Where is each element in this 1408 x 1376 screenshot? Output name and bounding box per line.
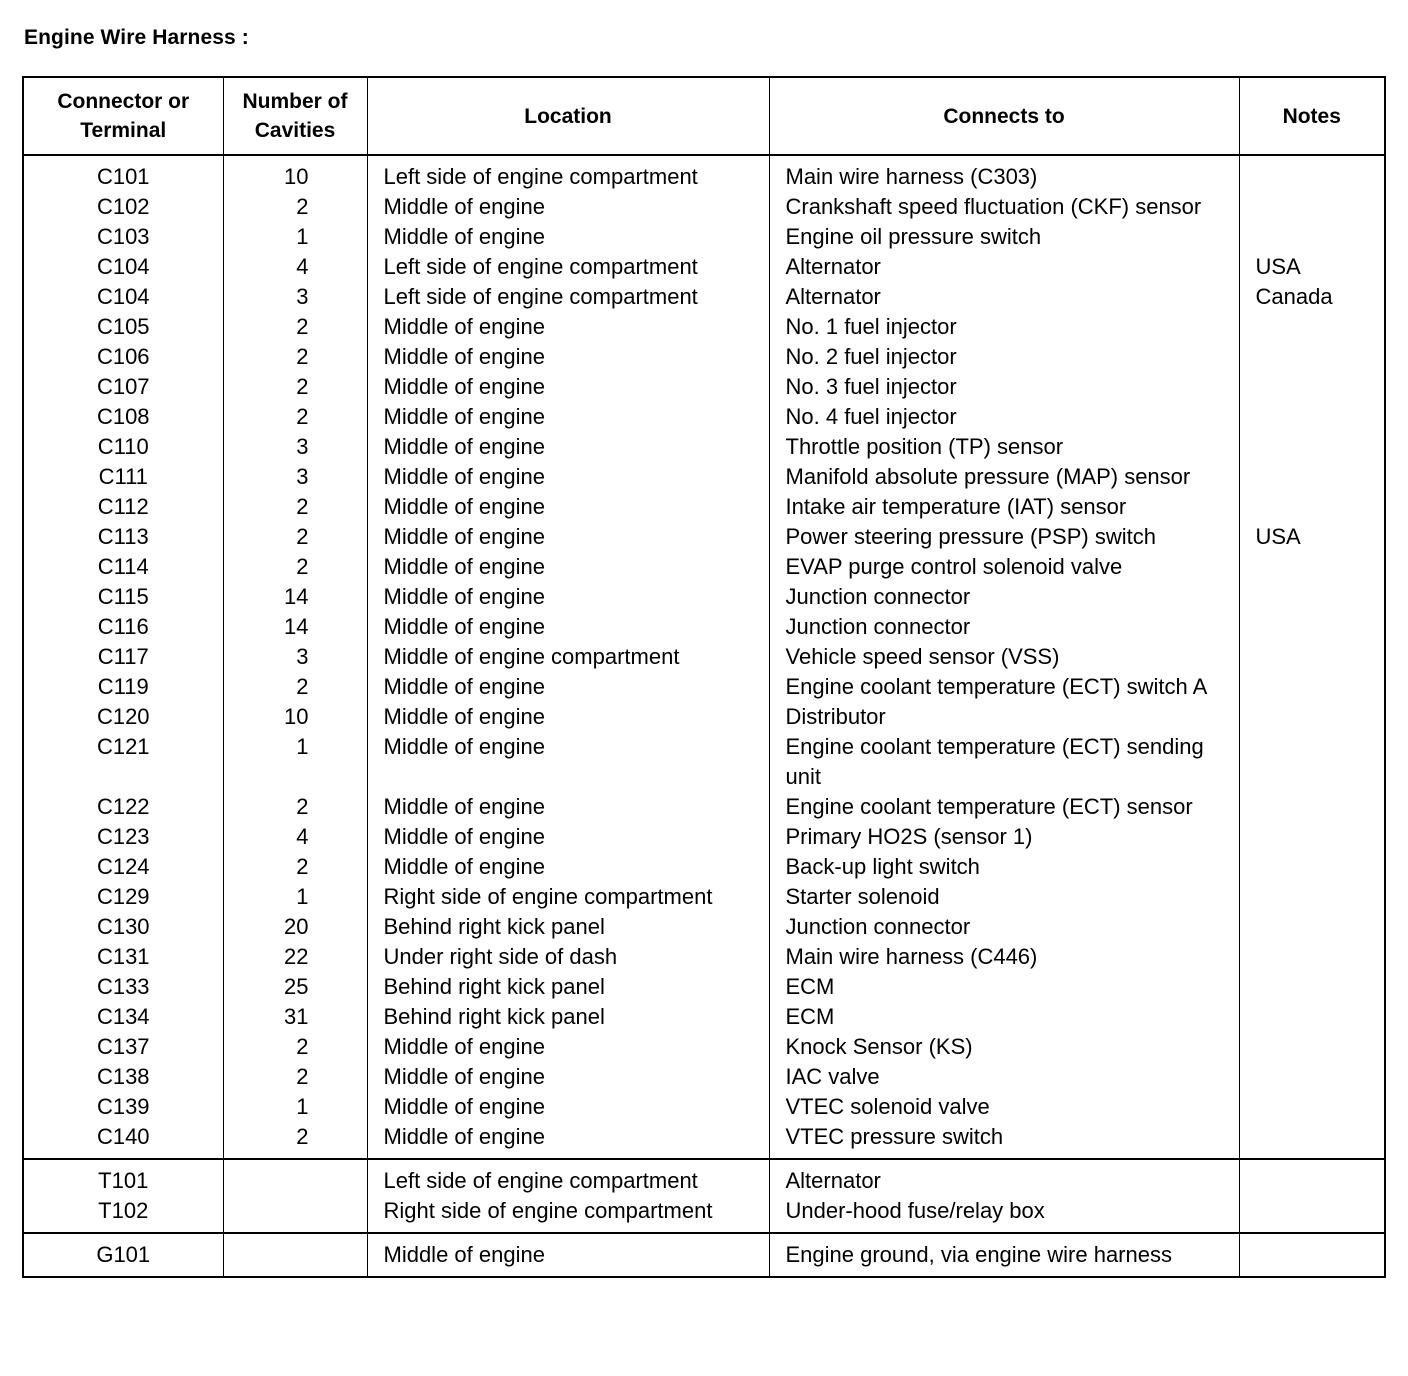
table-row: [23, 702, 1385, 732]
cell-connector: T102: [23, 1196, 223, 1233]
cell-connects-to: Under-hood fuse/relay box: [769, 1196, 1239, 1233]
cell-connector: C108: [23, 402, 223, 432]
cell-connector: C130: [23, 912, 223, 942]
table-row: [23, 522, 1385, 552]
cell-location: Middle of engine: [367, 1032, 769, 1062]
cell-location: Middle of engine: [367, 702, 769, 732]
cell-cavities: 2: [223, 402, 367, 432]
cell-connects-to: Engine coolant temperature (ECT) sensor: [769, 792, 1239, 822]
cell-notes: [1239, 192, 1385, 222]
cell-connector: C119: [23, 672, 223, 702]
cell-location: Middle of engine: [367, 1062, 769, 1092]
cell-cavities: 1: [223, 222, 367, 252]
cell-connector: C106: [23, 342, 223, 372]
cell-connects-to: Junction connector: [769, 582, 1239, 612]
cell-connector: C123: [23, 822, 223, 852]
cell-connector: C134: [23, 1002, 223, 1032]
cell-connects-to: Primary HO2S (sensor 1): [769, 822, 1239, 852]
cell-cavities: 2: [223, 372, 367, 402]
cell-notes: [1239, 552, 1385, 582]
table-row: [23, 642, 1385, 672]
cell-connector: C122: [23, 792, 223, 822]
cell-connector: C107: [23, 372, 223, 402]
cell-notes: [1239, 1002, 1385, 1032]
cell-cavities: 4: [223, 822, 367, 852]
cell-notes: [1239, 582, 1385, 612]
cell-connects-to: Vehicle speed sensor (VSS): [769, 642, 1239, 672]
table-row: [23, 282, 1385, 312]
cell-cavities: 1: [223, 732, 367, 792]
cell-connector: C117: [23, 642, 223, 672]
cell-notes: [1239, 312, 1385, 342]
table-header: [23, 77, 1385, 155]
cell-location: Right side of engine compartment: [367, 1196, 769, 1233]
cell-location: Middle of engine: [367, 822, 769, 852]
cell-notes: [1239, 492, 1385, 522]
cell-connects-to: Starter solenoid: [769, 882, 1239, 912]
cell-cavities: 14: [223, 612, 367, 642]
cell-cavities: [223, 1159, 367, 1196]
table-row: [23, 462, 1385, 492]
cell-notes: [1239, 702, 1385, 732]
table-row: [23, 342, 1385, 372]
cell-notes: [1239, 342, 1385, 372]
cell-connector: C121: [23, 732, 223, 792]
cell-connector: C111: [23, 462, 223, 492]
cell-connects-to: Back-up light switch: [769, 852, 1239, 882]
cell-cavities: 1: [223, 1092, 367, 1122]
table-row: [23, 582, 1385, 612]
table-row: [23, 402, 1385, 432]
cell-location: Middle of engine: [367, 792, 769, 822]
cell-location: Left side of engine compartment: [367, 282, 769, 312]
header-connects-to: Connects to: [769, 77, 1239, 155]
cell-connector: C101: [23, 155, 223, 192]
cell-notes: [1239, 1233, 1385, 1277]
cell-location: Middle of engine: [367, 312, 769, 342]
cell-cavities: 22: [223, 942, 367, 972]
cell-notes: [1239, 792, 1385, 822]
cell-location: Middle of engine: [367, 582, 769, 612]
header-location: Location: [367, 77, 769, 155]
cell-connects-to: Main wire harness (C303): [769, 155, 1239, 192]
cell-connector: C114: [23, 552, 223, 582]
cell-location: Middle of engine: [367, 732, 769, 792]
table-row: [23, 552, 1385, 582]
cell-connects-to: Throttle position (TP) sensor: [769, 432, 1239, 462]
cell-location: Middle of engine: [367, 672, 769, 702]
cell-notes: [1239, 1032, 1385, 1062]
cell-cavities: 14: [223, 582, 367, 612]
cell-location: Right side of engine compartment: [367, 882, 769, 912]
table-row: [23, 1122, 1385, 1159]
cell-notes: Canada: [1239, 282, 1385, 312]
table-row: [23, 732, 1385, 792]
cell-cavities: 2: [223, 1062, 367, 1092]
cell-location: Middle of engine: [367, 372, 769, 402]
cell-cavities: 2: [223, 792, 367, 822]
cell-notes: [1239, 1159, 1385, 1196]
cell-connector: C116: [23, 612, 223, 642]
cell-notes: USA: [1239, 522, 1385, 552]
table-row: [23, 312, 1385, 342]
cell-connector: C103: [23, 222, 223, 252]
cell-notes: USA: [1239, 252, 1385, 282]
cell-connector: G101: [23, 1233, 223, 1277]
cell-notes: [1239, 1196, 1385, 1233]
cell-connects-to: No. 2 fuel injector: [769, 342, 1239, 372]
table-row: [23, 1062, 1385, 1092]
cell-connects-to: Alternator: [769, 252, 1239, 282]
cell-location: Middle of engine: [367, 612, 769, 642]
cell-connects-to: No. 1 fuel injector: [769, 312, 1239, 342]
cell-location: Middle of engine: [367, 432, 769, 462]
cell-connector: C120: [23, 702, 223, 732]
cell-location: Middle of engine: [367, 1233, 769, 1277]
cell-cavities: 2: [223, 522, 367, 552]
cell-connects-to: Alternator: [769, 1159, 1239, 1196]
table-row: [23, 1233, 1385, 1277]
table-row: [23, 252, 1385, 282]
table-row: [23, 155, 1385, 192]
cell-connector: C131: [23, 942, 223, 972]
cell-cavities: 2: [223, 492, 367, 522]
table-row: [23, 882, 1385, 912]
table-row: [23, 822, 1385, 852]
cell-cavities: 2: [223, 1122, 367, 1159]
cell-location: Behind right kick panel: [367, 972, 769, 1002]
cell-cavities: 3: [223, 282, 367, 312]
cell-notes: [1239, 732, 1385, 792]
table-row: [23, 1032, 1385, 1062]
cell-notes: [1239, 672, 1385, 702]
cell-notes: [1239, 822, 1385, 852]
cell-connects-to: ECM: [769, 1002, 1239, 1032]
cell-location: Left side of engine compartment: [367, 252, 769, 282]
table-row: [23, 432, 1385, 462]
cell-notes: [1239, 642, 1385, 672]
cell-connects-to: No. 3 fuel injector: [769, 372, 1239, 402]
cell-location: Middle of engine: [367, 1122, 769, 1159]
cell-connector: C129: [23, 882, 223, 912]
cell-location: Middle of engine: [367, 402, 769, 432]
table-row: [23, 372, 1385, 402]
cell-location: Left side of engine compartment: [367, 1159, 769, 1196]
cell-cavities: 4: [223, 252, 367, 282]
cell-connects-to: VTEC pressure switch: [769, 1122, 1239, 1159]
cell-notes: [1239, 882, 1385, 912]
cell-connector: C133: [23, 972, 223, 1002]
cell-connects-to: VTEC solenoid valve: [769, 1092, 1239, 1122]
table-row: [23, 672, 1385, 702]
cell-cavities: 2: [223, 672, 367, 702]
cell-connector: T101: [23, 1159, 223, 1196]
cell-cavities: 10: [223, 155, 367, 192]
cell-connects-to: ECM: [769, 972, 1239, 1002]
grounds-section: [23, 1233, 1385, 1277]
cell-connector: C105: [23, 312, 223, 342]
cell-notes: [1239, 155, 1385, 192]
cell-connector: C138: [23, 1062, 223, 1092]
cell-connects-to: Engine ground, via engine wire harness: [769, 1233, 1239, 1277]
cell-location: Middle of engine: [367, 462, 769, 492]
table-row: [23, 1002, 1385, 1032]
cell-notes: [1239, 222, 1385, 252]
cell-cavities: 20: [223, 912, 367, 942]
cell-connector: C104: [23, 282, 223, 312]
cell-connects-to: Distributor: [769, 702, 1239, 732]
cell-cavities: [223, 1196, 367, 1233]
cell-cavities: 2: [223, 852, 367, 882]
cell-connector: C139: [23, 1092, 223, 1122]
cell-connects-to: Junction connector: [769, 612, 1239, 642]
table-row: [23, 612, 1385, 642]
cell-location: Behind right kick panel: [367, 912, 769, 942]
cell-cavities: 2: [223, 342, 367, 372]
table-row: [23, 852, 1385, 882]
cell-cavities: 3: [223, 642, 367, 672]
cell-notes: [1239, 462, 1385, 492]
cell-connector: C115: [23, 582, 223, 612]
cell-connector: C137: [23, 1032, 223, 1062]
cell-location: Middle of engine: [367, 342, 769, 372]
cell-notes: [1239, 372, 1385, 402]
cell-notes: [1239, 402, 1385, 432]
cell-connects-to: Engine coolant temperature (ECT) sending unit: [769, 732, 1239, 792]
header-connector: Connector or Terminal: [23, 77, 223, 155]
cell-connector: C104: [23, 252, 223, 282]
connectors-section: [23, 155, 1385, 1159]
cell-connects-to: EVAP purge control solenoid valve: [769, 552, 1239, 582]
table-row: [23, 942, 1385, 972]
cell-notes: [1239, 912, 1385, 942]
header-cavities: Number of Cavities: [223, 77, 367, 155]
cell-cavities: 1: [223, 882, 367, 912]
cell-notes: [1239, 972, 1385, 1002]
cell-location: Middle of engine: [367, 552, 769, 582]
cell-connector: C102: [23, 192, 223, 222]
terminals-section: [23, 1159, 1385, 1233]
cell-connects-to: Junction connector: [769, 912, 1239, 942]
cell-location: Under right side of dash: [367, 942, 769, 972]
cell-cavities: 2: [223, 312, 367, 342]
cell-cavities: 10: [223, 702, 367, 732]
cell-connects-to: No. 4 fuel injector: [769, 402, 1239, 432]
cell-connects-to: Power steering pressure (PSP) switch: [769, 522, 1239, 552]
cell-connector: C140: [23, 1122, 223, 1159]
cell-cavities: 2: [223, 192, 367, 222]
cell-connects-to: Alternator: [769, 282, 1239, 312]
cell-location: Middle of engine: [367, 1092, 769, 1122]
cell-notes: [1239, 1122, 1385, 1159]
cell-location: Left side of engine compartment: [367, 155, 769, 192]
table-row: [23, 222, 1385, 252]
cell-notes: [1239, 1062, 1385, 1092]
table-row: [23, 972, 1385, 1002]
cell-connector: C113: [23, 522, 223, 552]
cell-location: Middle of engine: [367, 522, 769, 552]
cell-cavities: 2: [223, 552, 367, 582]
table-row: [23, 492, 1385, 522]
cell-connects-to: IAC valve: [769, 1062, 1239, 1092]
cell-connects-to: Engine coolant temperature (ECT) switch A: [769, 672, 1239, 702]
page-title: Engine Wire Harness :: [24, 26, 249, 49]
harness-table: [22, 76, 1386, 1278]
cell-connects-to: Crankshaft speed fluctuation (CKF) sensor: [769, 192, 1239, 222]
cell-notes: [1239, 942, 1385, 972]
table-row: [23, 792, 1385, 822]
cell-connects-to: Main wire harness (C446): [769, 942, 1239, 972]
cell-connector: C112: [23, 492, 223, 522]
cell-connects-to: Knock Sensor (KS): [769, 1032, 1239, 1062]
cell-location: Middle of engine: [367, 192, 769, 222]
cell-connector: C110: [23, 432, 223, 462]
cell-notes: [1239, 612, 1385, 642]
cell-cavities: 3: [223, 432, 367, 462]
table-row: [23, 1196, 1385, 1233]
table-row: [23, 912, 1385, 942]
header-notes: Notes: [1239, 77, 1385, 155]
cell-cavities: 2: [223, 1032, 367, 1062]
cell-connects-to: Intake air temperature (IAT) sensor: [769, 492, 1239, 522]
cell-notes: [1239, 852, 1385, 882]
cell-location: Middle of engine: [367, 852, 769, 882]
cell-connector: C124: [23, 852, 223, 882]
cell-location: Behind right kick panel: [367, 1002, 769, 1032]
cell-cavities: 25: [223, 972, 367, 1002]
cell-notes: [1239, 432, 1385, 462]
table-row: [23, 192, 1385, 222]
table-row: [23, 1092, 1385, 1122]
cell-connects-to: Engine oil pressure switch: [769, 222, 1239, 252]
cell-connects-to: Manifold absolute pressure (MAP) sensor: [769, 462, 1239, 492]
cell-location: Middle of engine: [367, 222, 769, 252]
cell-cavities: 31: [223, 1002, 367, 1032]
cell-cavities: 3: [223, 462, 367, 492]
table-row: [23, 1159, 1385, 1196]
cell-location: Middle of engine: [367, 492, 769, 522]
cell-notes: [1239, 1092, 1385, 1122]
cell-cavities: [223, 1233, 367, 1277]
cell-location: Middle of engine compartment: [367, 642, 769, 672]
